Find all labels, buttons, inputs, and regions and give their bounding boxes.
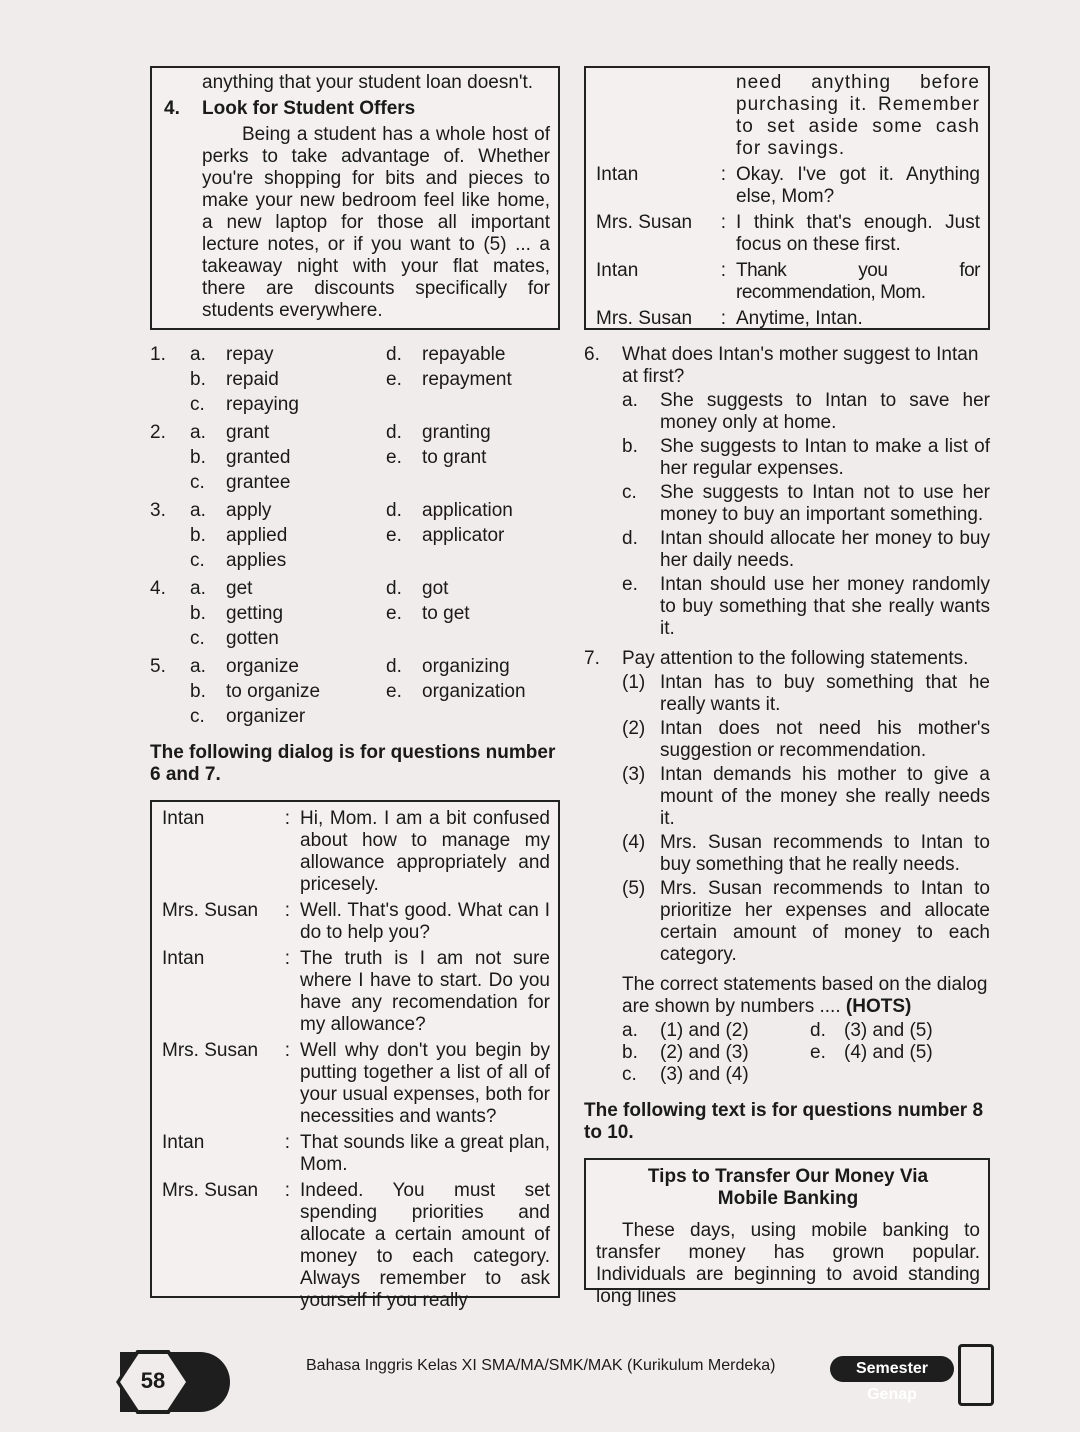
dialog-line: That sounds like a great plan, Mom. [300,1132,550,1175]
question-6-options [584,390,990,640]
option-letter: a. [190,500,206,521]
dialog-line: Thank you for recommendation, Mom. [736,260,980,303]
option-letter: a. [622,1020,638,1041]
option-letter: d. [386,656,402,677]
statement-text: Intan demands his mother to give a mount of the money she really needs it. [660,764,990,829]
question-7-answers [584,1020,990,1086]
statement-number: (4) [622,832,646,853]
question-number: 1. [150,344,166,365]
option-text[interactable]: (4) and (5) [844,1042,933,1063]
page-footer [0,1340,1080,1420]
option-letter: b. [622,436,638,457]
question-4 [150,578,560,650]
option-letter: b. [190,369,206,390]
tips-title: Tips to Transfer Our Money Via Mobile Banking [647,1166,929,1209]
option-letter: d. [386,344,402,365]
option-text[interactable]: gotten [226,628,279,649]
question-1 [150,344,560,416]
dialog-speaker: Intan : [162,1132,290,1153]
option-text[interactable]: grant [226,422,270,443]
question-5 [150,656,560,728]
question-number: 6. [584,344,600,365]
option-text[interactable]: getting [226,603,284,624]
dialog-line: I think that's enough. Just focus on these first. [736,212,980,255]
dialog-speaker: Intan : [162,948,290,969]
option-text[interactable]: applicator [422,525,505,546]
option-text[interactable]: organization [422,681,526,702]
hots-label: (HOTS) [845,996,912,1017]
option-letter: d. [810,1020,826,1041]
option-text[interactable]: Intan should use her money randomly to buy something that she really wants it. [660,574,990,639]
question-7 [584,648,990,670]
dialog-speaker [596,72,736,160]
statement-number: (5) [622,878,646,899]
dialog-speaker: Mrs. Susan : [162,900,290,921]
statement-text: Intan has to buy something that he really wants it. [660,672,990,715]
dialog-line: Anytime, Intan. [736,308,863,329]
dialog-line: Well. That's good. What can I do to help you? [300,900,550,943]
dialog-list [596,72,980,330]
option-letter: b. [622,1042,638,1063]
option-letter: d. [386,578,402,599]
tips-paragraph: These days, using mobile banking to transfer money has grown popular. Individuals are beginning to avoid standing long lines [596,1220,980,1307]
left-column [150,66,560,1311]
option-letter: b. [190,603,206,624]
text-intro: The following text is for questions number 8 to 10. [584,1100,984,1143]
question-7-prompt [584,974,990,1018]
option-letter: a. [622,390,638,411]
option-letter: a. [190,656,206,677]
option-letter: d. [622,528,638,549]
dialog-speaker: Mrs. Susan : [596,308,726,329]
question-7-statements [584,672,990,966]
dialog-line: Hi, Mom. I am a bit confused about how to manage my allowance appropriately and pricesely. [300,808,550,895]
section-heading [164,98,550,120]
option-letter: e. [622,574,638,595]
question-number: 4. [150,578,166,599]
option-text[interactable]: applied [226,525,288,546]
option-text[interactable]: application [422,500,513,521]
option-text[interactable]: apply [226,500,272,521]
option-text[interactable]: Intan should allocate her money to buy her daily needs. [660,528,990,571]
option-letter: c. [190,550,205,571]
text-line: anything that your student loan doesn't. [202,72,534,93]
question-text: What does Intan's mother suggest to Intan at first? [622,344,979,387]
dialog-line: need anything before purchasing it. Remember to set aside some cash for savings. [736,72,980,159]
dialog-speaker: Intan : [596,260,726,281]
option-text[interactable]: (3) and (5) [844,1020,933,1041]
bookmark-icon [958,1344,994,1406]
statement-text: Intan does not need his mother's suggestion or recommendation. [660,718,990,761]
option-letter: e. [386,369,402,390]
option-text[interactable]: She suggests to Intan to make a list of her regular expenses. [660,436,990,479]
option-text[interactable]: organize [226,656,299,677]
dialog-line: Well why don't you begin by putting together a list of all of your usual expenses, both for necessities and wants? [300,1040,550,1127]
option-text[interactable]: grantee [226,472,291,493]
question-6 [584,344,990,388]
page-number: 58 [140,1368,166,1393]
option-letter: e. [386,603,402,624]
option-letter: c. [190,394,205,415]
section-title: Look for Student Offers [202,98,416,119]
right-column [584,66,990,1307]
option-letter: c. [190,472,205,493]
option-letter: c. [190,706,205,727]
option-text[interactable]: granted [226,447,291,468]
option-text[interactable]: She suggests to Intan not to use her money to buy an important something. [660,482,990,525]
question-number: 7. [584,648,600,669]
option-letter: d. [386,422,402,443]
dialog-line: Okay. I've got it. Anything else, Mom? [736,164,980,207]
dialog-line: Indeed. You must set spending priorities and allocate a certain amount of money to each category. Always remember to ask yourself if you really [300,1180,550,1311]
option-text[interactable]: repaying [226,394,299,415]
option-text[interactable]: to grant [422,447,487,468]
option-text[interactable]: applies [226,550,287,571]
statement-text: Mrs. Susan recommends to Intan to buy something that he really needs. [660,832,990,875]
question-number: 5. [150,656,166,677]
option-letter: b. [190,525,206,546]
option-text[interactable]: repayable [422,344,506,365]
semester-badge: Semester Genap [830,1356,954,1382]
option-letter: e. [810,1042,826,1063]
option-text[interactable]: (2) and (3) [660,1042,749,1063]
statement-number: (2) [622,718,646,739]
option-letter: a. [190,578,206,599]
dialog-list [162,808,550,1312]
option-text[interactable]: organizer [226,706,306,727]
option-text[interactable]: (3) and (4) [660,1064,749,1085]
tips-box [584,1158,990,1307]
option-letter: b. [190,681,206,702]
dialog-speaker: Mrs. Susan : [162,1040,290,1061]
dialog-speaker: Intan : [596,164,726,185]
option-letter: d. [386,500,402,521]
section-number: 4. [164,98,180,119]
option-letter: e. [386,447,402,468]
prompt-text: The correct statements based on the dialog are shown by numbers .... [622,974,988,1017]
option-text[interactable]: She suggests to Intan to save her money only at home. [660,390,990,433]
option-text[interactable]: repayment [422,369,512,390]
question-number: 3. [150,500,166,521]
option-text[interactable]: repay [226,344,274,365]
statement-text: Mrs. Susan recommends to Intan to prioritize her expenses and allocate certain amount of money to each category. [660,878,990,965]
statement-number: (1) [622,672,646,693]
vocab-options [150,344,560,728]
statement-number: (3) [622,764,646,785]
dialog-box [150,800,560,1311]
option-text[interactable]: repaid [226,369,279,390]
dialog-speaker: Mrs. Susan : [596,212,726,233]
option-text[interactable]: got [422,578,449,599]
dialog-line: The truth is I am not sure where I have to start. Do you have any recomendation for my allowance? [300,948,550,1035]
question-2 [150,422,560,494]
dialog-speaker: Mrs. Susan : [162,1180,290,1201]
question-number: 2. [150,422,166,443]
option-letter: a. [190,422,206,443]
book-title: Bahasa Inggris Kelas XI SMA/MA/SMK/MAK (Kurikulum Merdeka) [306,1357,776,1374]
dialog-continuation-box [584,66,990,330]
option-text[interactable]: organizing [422,656,510,677]
option-letter: b. [190,447,206,468]
option-letter: c. [190,628,205,649]
option-letter: c. [622,482,637,503]
option-letter: c. [622,1064,637,1085]
option-letter: a. [190,344,206,365]
dialog-speaker: Intan : [162,808,290,829]
option-letter: e. [386,681,402,702]
dialog-intro: The following dialog is for questions number 6 and 7. [150,742,556,785]
option-text[interactable]: (1) and (2) [660,1020,749,1041]
option-text[interactable]: to organize [226,681,321,702]
option-letter: e. [386,525,402,546]
question-text: Pay attention to the following statements. [622,648,969,669]
option-text[interactable]: get [226,578,253,599]
option-text[interactable]: to get [422,603,470,624]
reading-text-box [150,66,560,330]
section-paragraph: Being a student has a whole host of perks to take advantage of. Whether you're shopping for bits and pieces to make your new bedroom feel like home, a new laptop for those all important lecture notes, or if you want to (5) ... a takeaway night with your flat mates, there are discounts specifically for students everywhere. [202,124,550,321]
option-text[interactable]: granting [422,422,491,443]
question-3 [150,500,560,572]
